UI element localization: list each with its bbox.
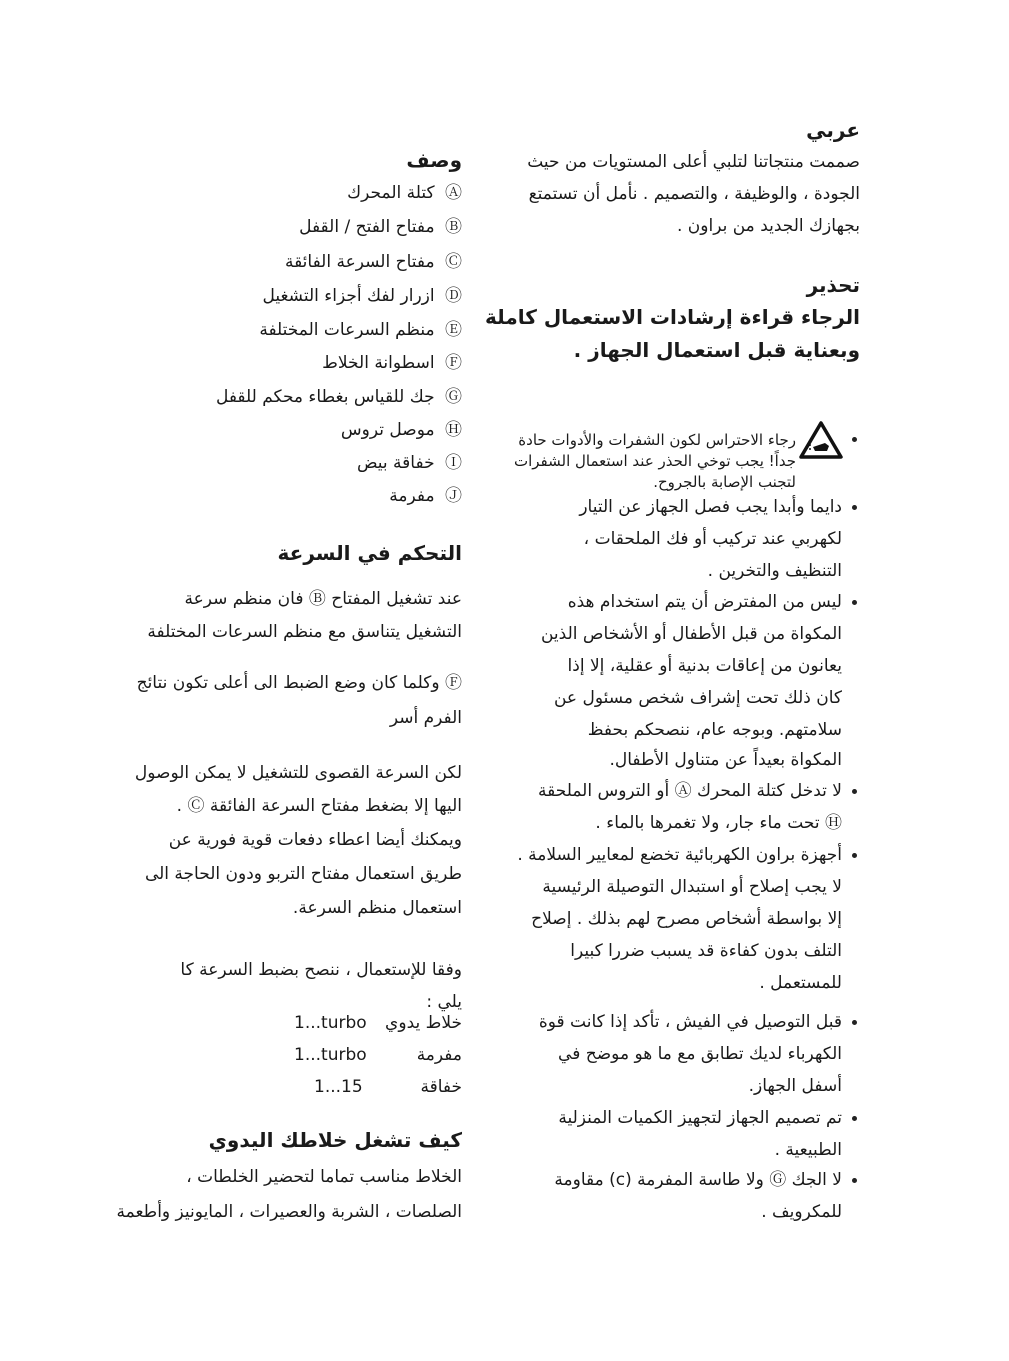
part-item [347,181,462,205]
part-label: مفتاح السرعة الفائقة [284,252,435,272]
bullet-dot [852,505,857,510]
speed-table-item: خفاقة [420,1077,462,1097]
bullet-line: لا يجب إصلاح أو استبدال التوصيلة الرئيسية [542,877,842,897]
bullet-line: رجاء الاحتراس لكون الشفرات والأدوات حادة [518,431,796,449]
bullet-line: لتجنب الإصابة بالجروح. [653,473,796,491]
bullet-line: التنظيف والتخرين . [707,561,842,581]
bullet-line: قبل التوصيل في الفيش ، تأكد إذا كانت قوة [538,1012,842,1032]
bullet-line: المكواة بعيداً عن متناول الأطفال. [609,750,842,770]
paragraph-line: طريق استعمال مفتاح التربو ودون الحاجة الى [144,864,462,884]
bullet-line: كان ذلك تحت إشراف شخص مسئول عن [553,688,842,708]
part-item [389,484,462,508]
part-letter: Ⓖ [445,387,462,407]
part-letter: Ⓔ [445,320,462,340]
bullet-line: لا الجك Ⓖ ولا طاسة المفرمة (c) مقاومة [554,1170,842,1190]
part-letter: Ⓐ [445,183,462,203]
section-title-arabic: عربي [806,118,860,142]
part-item [259,318,462,342]
bullet-line: المكواة من قبل الأطفال أو الأشخاص الذين [540,624,842,644]
part-label: منظم السرعات المختلفة [259,320,435,340]
paragraph-line: يلي : [426,992,462,1012]
part-letter: Ⓗ [445,420,462,440]
part-label: كتلة المحرك [347,183,435,203]
bullet-line: الطبيعية . [774,1140,842,1160]
paragraph-line: لكن السرعة القصوى للتشغيل لا يمكن الوصول [134,763,462,783]
speed-table-item: خلاط يدوي [385,1013,462,1033]
bullet-dot [852,1178,857,1183]
bullet-line: يعانون من إعاقات بدنية أو عقلية، إلا إذا [567,656,842,676]
speed-table-row [294,1011,462,1035]
part-item [216,385,462,409]
part-item [262,284,462,308]
part-letter: Ⓑ [445,217,462,237]
paragraph-line: الصلصات ، الشربة والعصيرات ، المايونيز وأطعمة [116,1202,462,1222]
bullet-dot [852,789,857,794]
bullet-dot [852,437,857,442]
bullet-line: دايما وأبدا يجب فصل الجهاز عن التيار [579,497,842,517]
bullet-line: الكهرباء لديك تطابق مع ما هو موضح في [558,1044,842,1064]
part-item [322,351,462,375]
part-label: ازرار لفك أجزاء التشغيل [262,286,435,306]
intro-line: بجهازك الجديد من براون . [677,216,860,236]
part-letter: Ⓕ [445,353,462,373]
bullet-line: أسفل الجهاز. [748,1076,842,1096]
bullet-line: التلف بدون كفاءة قد يسبب ضررا كبيرا [570,941,842,961]
part-label: اسطوانة الخلاط [322,353,435,373]
part-label: جك للقياس بغطاء محكم للقفل [215,387,435,407]
hand-blade-warning-icon [798,420,844,460]
part-item [299,215,462,239]
paragraph-line: اليها إلا بضغط مفتاح السرعة الفائقة Ⓒ . [176,796,462,816]
speed-table-range: 1...turbo [294,1045,367,1065]
warning-bold-line: الرجاء قراءة إرشادات الاستعمال كاملة [485,305,860,329]
bullet-line: أجهزة براون الكهربائية تخضع لمعايير السلامة . [517,845,842,865]
bullet-line: سلامتهم. وبوجه عام، ننصحكم بحفظ [587,720,842,740]
part-item [285,250,462,274]
intro-line: الجودة ، والوظيفة ، والتصميم . نأمل أن تستمتع [528,184,860,204]
paragraph-line: التشغيل يتناسق مع منظم السرعات المختلفة [147,622,462,642]
bullet-line: لكهربي عند تركيب أو فك الملحقات ، [583,529,842,549]
paragraph-line: Ⓕ وكلما كان وضع الضبط الى أعلى تكون نتائج [136,673,462,693]
bullet-dot [852,1020,857,1025]
speed-table-range: 1...15 [314,1077,363,1097]
speed-table-range: 1...turbo [294,1013,367,1033]
part-label: موصل تروس [340,420,435,440]
bullet-line: إلا بواسطة أشخاص مصرح لهم بذلك . إصلاح [531,909,842,929]
part-letter: Ⓘ [445,453,462,473]
bullet-line: ليس من المفترض أن يتم استخدام هذه [567,592,842,612]
part-item [341,418,462,442]
warning-bold-line: وبعناية قبل استعمال الجهاز . [573,338,860,362]
paragraph-line: وفقا للإستعمال ، ننصح بضبط السرعة كا [180,960,462,980]
part-letter: Ⓓ [445,286,462,306]
part-label: مفرمة [389,486,435,506]
speed-table-row [294,1075,462,1099]
how-to-title: كيف تشغل خلاطك اليدوي [208,1128,462,1152]
speed-table-row [294,1043,462,1067]
bullet-line: Ⓗ تحت ماء جار، ولا تغمرها بالماء . [595,813,842,833]
part-label: خفاقة بيض [356,453,435,473]
speed-control-title: التحكم في السرعة [277,541,462,565]
bullet-line: للمستعمل . [759,973,842,993]
part-label: مفتاح الفتح / القفل [299,217,435,237]
description-title: وصف [406,148,462,172]
bullet-line: تم تصميم الجهاز لتجهيز الكميات المنزلية [558,1108,842,1128]
part-letter: Ⓙ [445,486,462,506]
intro-line: صممت منتجاتنا لتلبي أعلى المستويات من حيث [527,152,860,172]
paragraph-line: الخلاط مناسب تماما لتحضير الخلطات ، [186,1167,462,1187]
bullet-dot [852,853,857,858]
bullet-line: للمكرويف . [761,1202,842,1222]
paragraph-line: ويمكنك أيضا اعطاء دفعات قوية فورية عن [168,830,462,850]
paragraph-line: عند تشغيل المفتاح Ⓑ فان منظم سرعة [184,589,462,609]
paragraph-line: الفرم أسر [389,708,462,728]
speed-table-item: مفرمة [416,1045,462,1065]
bullet-line: لا تدخل كتلة المحرك Ⓐ أو التروس الملحقة [538,781,842,801]
bullet-dot [852,600,857,605]
bullet-dot [852,1116,857,1121]
paragraph-line: استعمال منظم السرعة. [292,898,462,918]
part-letter: Ⓒ [445,252,462,272]
bullet-line: جداً! يجب توخي الحذر عند استعمال الشفرات [513,452,796,470]
warning-title: تحذير [806,273,860,297]
part-item [357,451,462,475]
